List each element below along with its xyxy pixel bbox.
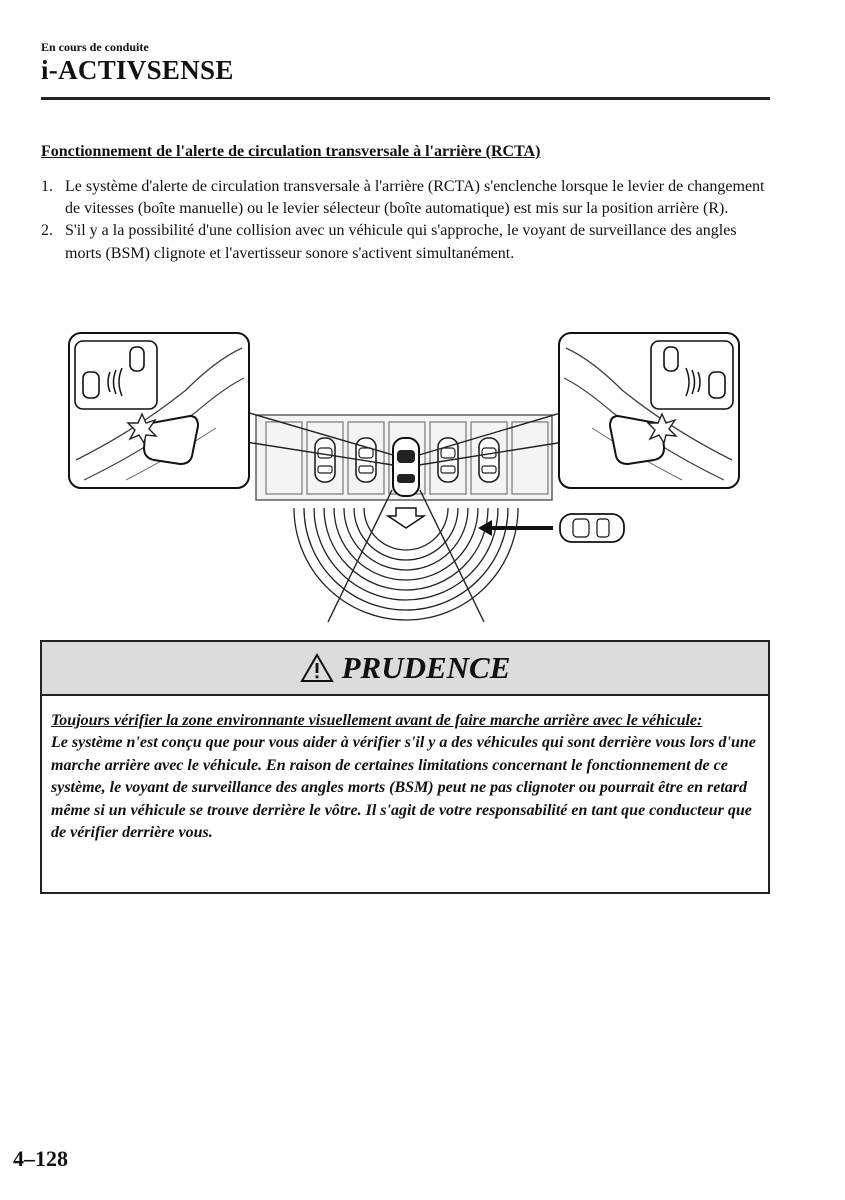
step-text: Le système d'alerte de circulation transversale à l'arrière (RCTA) s'enclenche lorsque le levier de changement de vitesses (boîte manuelle) ou le levier sélecteur (boîte automatique) est mis sur la position arrière (R). [65, 178, 765, 218]
section-label: En cours de conduite [41, 40, 149, 54]
page-title: i-ACTIVSENSE [41, 55, 234, 85]
page-number: 4–128 [13, 1146, 68, 1171]
reverse-arrow [388, 508, 424, 528]
reversing-car [393, 438, 419, 496]
right-mirror-inset [559, 333, 739, 488]
list-item [41, 176, 771, 220]
caution-header [42, 642, 768, 696]
step-number: 1. [41, 178, 53, 195]
car-icon [130, 347, 144, 371]
warning-triangle-icon [300, 653, 334, 683]
step-number: 2. [41, 222, 53, 240]
parked-car [315, 438, 335, 482]
section-heading: Fonctionnement de l'alerte de circulation transversale à l'arrière (RCTA) [41, 143, 541, 160]
caution-text: Le système n'est conçu que pour vous aider à vérifier s'il y a des véhicules qui sont derrière vous lors d'une marche arrière avec le véhicule. En raison de certaines limitations concernant le fonctionnement de ce système, le voyant de surveillance des angles morts (BSM) peut ne pas clignoter ou pourrait être en retard même si un véhicule se trouve derrière le vôtre. Il s'agit de votre responsabilité en tant que conducteur que de vérifier derrière vous. [51, 734, 756, 842]
caution-heading: Toujours vérifier la zone environnante visuellement avant de faire marche arrière avec le véhicule: [51, 712, 703, 729]
left-mirror-inset [69, 333, 249, 488]
approaching-car [560, 514, 624, 542]
title-rule [41, 97, 770, 100]
car-icon [83, 372, 99, 398]
caution-body [42, 696, 768, 844]
caution-title: PRUDENCE [341, 650, 511, 685]
list-item [41, 220, 771, 264]
car-icon [664, 347, 678, 371]
caution-box [40, 640, 770, 894]
steps-list [41, 176, 771, 265]
step-text: S'il y a la possibilité d'une collision avec un véhicule qui s'approche, le voyant de surveillance des angles morts (BSM) clignote et l'avertisseur sonore s'activent simultanément. [65, 222, 737, 262]
parked-car [479, 438, 499, 482]
car-icon [709, 372, 725, 398]
rcta-illustration [66, 330, 746, 625]
